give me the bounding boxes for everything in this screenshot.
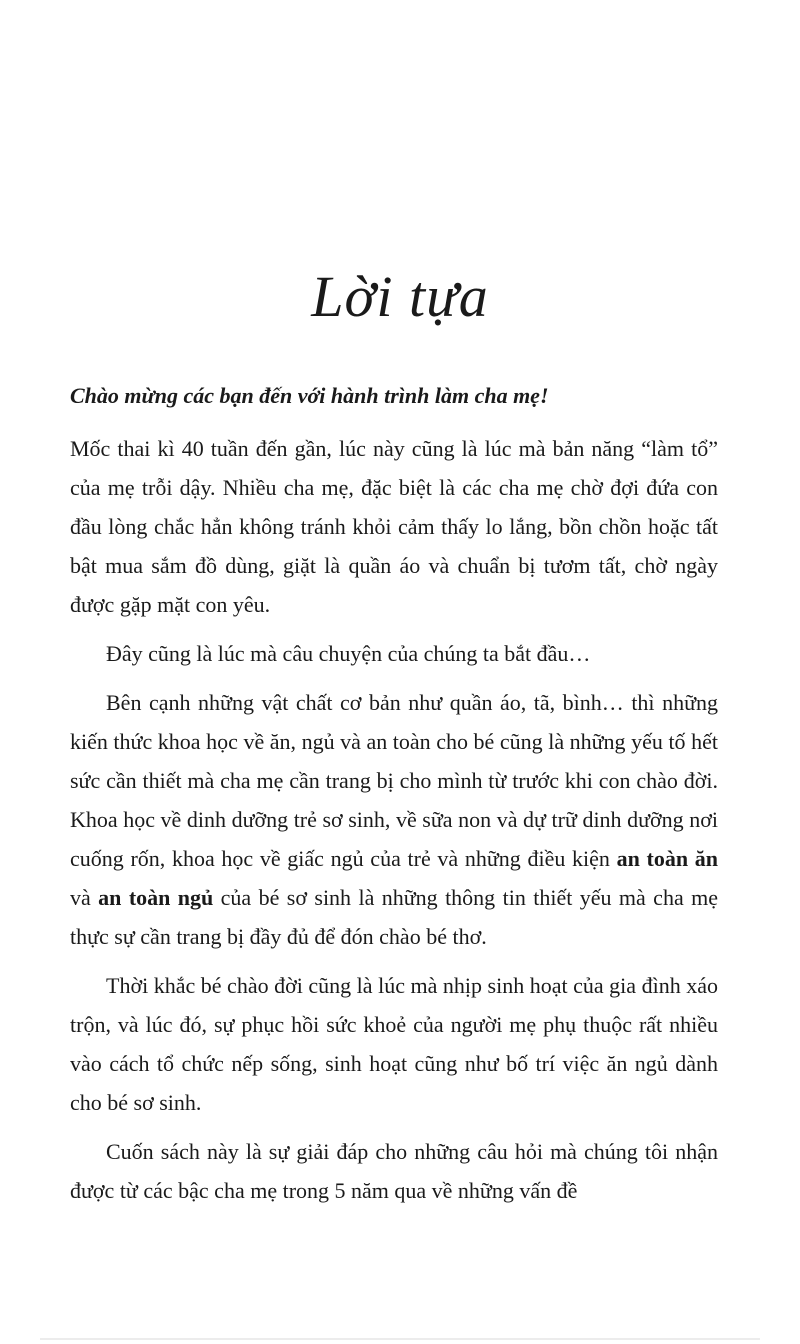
page-bottom-edge — [40, 1338, 760, 1340]
paragraph-1: Mốc thai kì 40 tuần đến gần, lúc này cũng là lúc mà bản năng “làm tổ” của mẹ trỗi dậy. Nhiều cha mẹ, đặc biệt là các cha mẹ chờ đợi đứa con đầu lòng chắc hẳn không tránh khỏi cảm thấy lo lắng, bồn chồn hoặc tất bật mua sắm đồ dùng, giặt là quần áo và chuẩn bị tươm tất, chờ ngày được gặp mặt con yêu. — [70, 436, 718, 617]
body-text — [70, 376, 718, 1220]
paragraph-2: Đây cũng là lúc mà câu chuyện của chúng ta bắt đầu… — [106, 641, 591, 666]
paragraph-3-part2: và — [70, 885, 99, 910]
paragraph-3-part3: của bé sơ sinh là những thông tin thiết yếu mà cha mẹ thực sự cần trang bị đầy đủ để đón chào bé thơ. — [70, 885, 718, 949]
paragraph-3-part1: Bên cạnh những vật chất cơ bản như quần áo, tã, bình… thì những kiến thức khoa học về ăn, ngủ và an toàn cho bé cũng là những yếu tố hết sức cần thiết mà cha mẹ cần trang bị cho mình từ trước khi con chào đời. Khoa học về dinh dưỡng trẻ sơ sinh, về sữa non và dự trữ dinh dưỡng nơi cuống rốn, khoa học về giấc ngủ của trẻ và những điều kiện — [70, 690, 718, 871]
paragraph-4: Thời khắc bé chào đời cũng là lúc mà nhịp sinh hoạt của gia đình xáo trộn, và lúc đó, sự phục hồi sức khoẻ của người mẹ phụ thuộc rất nhiều vào cách tổ chức nếp sống, sinh hoạt cũng như bố trí việc ăn ngủ dành cho bé sơ sinh. — [70, 973, 718, 1115]
paragraph-3 — [70, 683, 718, 956]
subtitle: Chào mừng các bạn đến với hành trình làm cha mẹ! — [70, 383, 549, 408]
bold-phrase-safe-eating: an toàn ăn — [616, 846, 718, 871]
paragraph-5: Cuốn sách này là sự giải đáp cho những câu hỏi mà chúng tôi nhận được từ các bậc cha mẹ trong 5 năm qua về những vấn đề — [70, 1139, 718, 1203]
bold-phrase-safe-sleeping: an toàn ngủ — [98, 885, 214, 910]
chapter-title: Lời tựa — [311, 264, 489, 329]
